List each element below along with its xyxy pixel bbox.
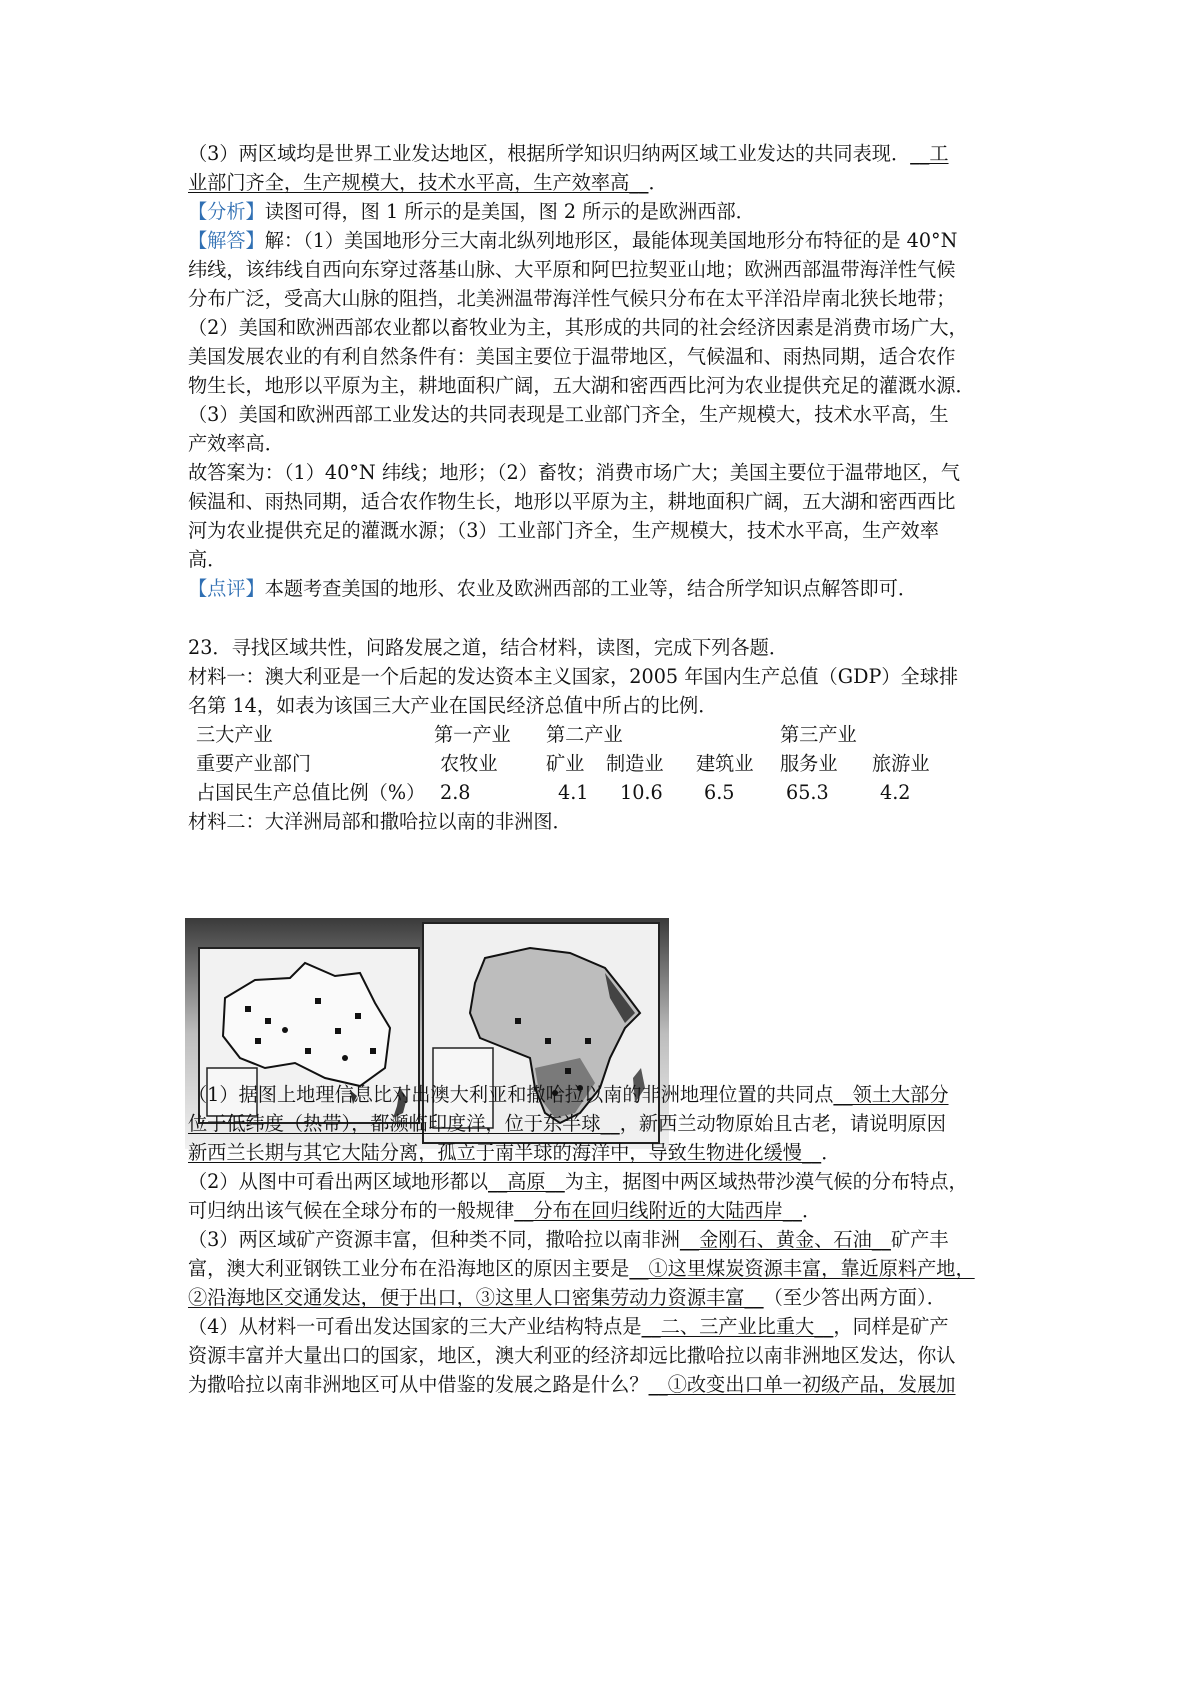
q22-comment: 【点评】本题考查美国的地形、农业及欧洲西部的工业等，结合所学知识点解答即可． [188, 577, 918, 600]
q22-analysis: 【分析】读图可得，图 1 所示的是美国，图 2 所示的是欧洲西部． [188, 200, 755, 223]
table-cell: 4.2 [880, 781, 911, 804]
q23-part1-line2: 位于低纬度（热带），都濒临印度洋，位于东半球__，新西兰动物原始且古老，请说明原因 [188, 1112, 946, 1135]
comment-tag: 【点评】 [188, 577, 265, 600]
table-cell: 4.1 [558, 781, 589, 804]
q23-title: 23．寻找区域共性，问路发展之道，结合材料，读图，完成下列各题． [188, 636, 789, 659]
table-cell: 建筑业 [696, 752, 754, 775]
q23-part3-line2: 富，澳大利亚钢铁工业分布在沿海地区的原因主要是__①这里煤炭资源丰富，靠近原料产地， [188, 1257, 975, 1280]
answer-blank: 位于低纬度（热带），都濒临印度洋，位于东半球__ [188, 1112, 620, 1135]
q23-part1-line3: 新西兰长期与其它大陆分离，孤立于南半球的海洋中，导致生物进化缓慢__． [188, 1141, 841, 1164]
answer-blank: ②沿海地区交通发达，便于出口，③这里人口密集劳动力资源丰富__ [188, 1286, 764, 1309]
table-cell: 第二产业 [546, 723, 623, 746]
analysis-tag: 【分析】 [188, 200, 265, 223]
q22-solution-line1: 【解答】解：（1）美国地形分三大南北纵列地形区，最能体现美国地形分布特征的是 40°N [188, 229, 958, 252]
q23-part4-line3: 为撒哈拉以南非洲地区可从中借鉴的发展之路是什么？__①改变出口单一初级产品，发展加 [188, 1373, 956, 1396]
q22-answer-line4: 高． [188, 548, 227, 571]
q22-part3-line2: 业部门齐全，生产规模大，技术水平高，生产效率高__． [188, 171, 668, 194]
q23-part3-line3: ②沿海地区交通发达，便于出口，③这里人口密集劳动力资源丰富__（至少答出两方面）． [188, 1286, 946, 1309]
answer-blank: __①改变出口单一初级产品，发展加 [648, 1373, 956, 1396]
table-cell: 占国民生产总值比例（%） [196, 781, 426, 804]
answer-blank: __领土大部分 [833, 1083, 949, 1106]
answer-blank: __二、三产业比重大__ [641, 1315, 834, 1338]
q22-part3-answer-cont: 业部门齐全，生产规模大，技术水平高，生产效率高__ [188, 171, 649, 194]
q22-solution-line5: 美国发展农业的有利自然条件有：美国主要位于温带地区，气候温和、雨热同期，适合农作 [188, 345, 956, 368]
q22-solution-line7: （3）美国和欧洲西部工业发达的共同表现是工业部门齐全，生产规模大，技术水平高，生 [188, 403, 949, 426]
answer-blank: __高原__ [488, 1170, 565, 1193]
table-cell: 重要产业部门 [196, 752, 312, 775]
q22-solution-line8: 产效率高． [188, 432, 284, 455]
table-cell: 制造业 [606, 752, 664, 775]
q22-part3-line1: （3）两区域均是世界工业发达地区，根据所学知识归纳两区域工业发达的共同表现．__工 [188, 142, 949, 165]
table-cell: 服务业 [780, 752, 838, 775]
q23-material2: 材料二：大洋洲局部和撒哈拉以南的非洲图． [188, 810, 572, 833]
solution-tag: 【解答】 [188, 229, 265, 252]
table-cell: 2.8 [440, 781, 471, 804]
table-cell: 65.3 [786, 781, 829, 804]
q23-material1-line1: 材料一：澳大利亚是一个后起的发达资本主义国家，2005 年国内生产总值（GDP）全球排 [188, 665, 959, 688]
q23-part2-line2: 可归纳出该气候在全球分布的一般规律__分布在回归线附近的大陆西岸__． [188, 1199, 822, 1222]
answer-blank: __金刚石、黄金、石油__ [679, 1228, 891, 1251]
q22-solution-line3: 分布广泛，受高大山脉的阻挡，北美洲温带海洋性气候只分布在太平洋沿岸南北狭长地带； [188, 287, 956, 310]
answer-blank: __①这里煤炭资源丰富，靠近原料产地， [629, 1257, 975, 1280]
q22-answer-line2: 候温和、雨热同期，适合农作物生长，地形以平原为主，耕地面积广阔，五大湖和密西西比 [188, 490, 956, 513]
table-cell: 第三产业 [780, 723, 857, 746]
table-cell: 6.5 [704, 781, 735, 804]
table-cell: 矿业 [546, 752, 585, 775]
answer-blank: __分布在回归线附近的大陆西岸__ [514, 1199, 802, 1222]
q23-part1-line1: （1）据图上地理信息比对出澳大利亚和撒哈拉以南的非洲地理位置的共同点__领土大部分 [188, 1083, 949, 1106]
q22-answer-line3: 河为农业提供充足的灌溉水源；（3）工业部门齐全，生产规模大，技术水平高，生产效率 [188, 519, 939, 542]
table-cell: 三大产业 [196, 723, 273, 746]
table-cell: 10.6 [620, 781, 663, 804]
q22-part3-answer: __工 [910, 142, 949, 165]
q22-solution-line6: 物生长，地形以平原为主，耕地面积广阔，五大湖和密西西比河为农业提供充足的灌溉水源． [188, 374, 975, 397]
q22-answer-line1: 故答案为：（1）40°N 纬线；地形；（2）畜牧；消费市场广大；美国主要位于温带地区，气 [188, 461, 961, 484]
q23-part2-line1: （2）从图中可看出两区域地形都以__高原__为主，据图中两区域热带沙漠气候的分布特点， [188, 1170, 968, 1193]
answer-blank: 新西兰长期与其它大陆分离，孤立于南半球的海洋中，导致生物进化缓慢__ [188, 1141, 822, 1164]
table-cell: 农牧业 [440, 752, 498, 775]
q23-material1-line2: 名第 14，如表为该国三大产业在国民经济总值中所占的比例． [188, 694, 718, 717]
q22-solution-line4: （2）美国和欧洲西部农业都以畜牧业为主，其形成的共同的社会经济因素是消费市场广大， [188, 316, 968, 339]
table-cell: 旅游业 [872, 752, 930, 775]
q22-solution-line2: 纬线，该纬线自西向东穿过落基山脉、大平原和阿巴拉契亚山地；欧洲西部温带海洋性气候 [188, 258, 956, 281]
table-cell: 第一产业 [434, 723, 511, 746]
q23-part4-line1: （4）从材料一可看出发达国家的三大产业结构特点是__二、三产业比重大__，同样是矿产 [188, 1315, 949, 1338]
q23-part4-line2: 资源丰富并大量出口的国家，地区，澳大利亚的经济却远比撒哈拉以南非洲地区发达，你认 [188, 1344, 956, 1367]
q23-part3-line1: （3）两区域矿产资源丰富，但种类不同，撒哈拉以南非洲__金刚石、黄金、石油__矿产丰 [188, 1228, 949, 1251]
